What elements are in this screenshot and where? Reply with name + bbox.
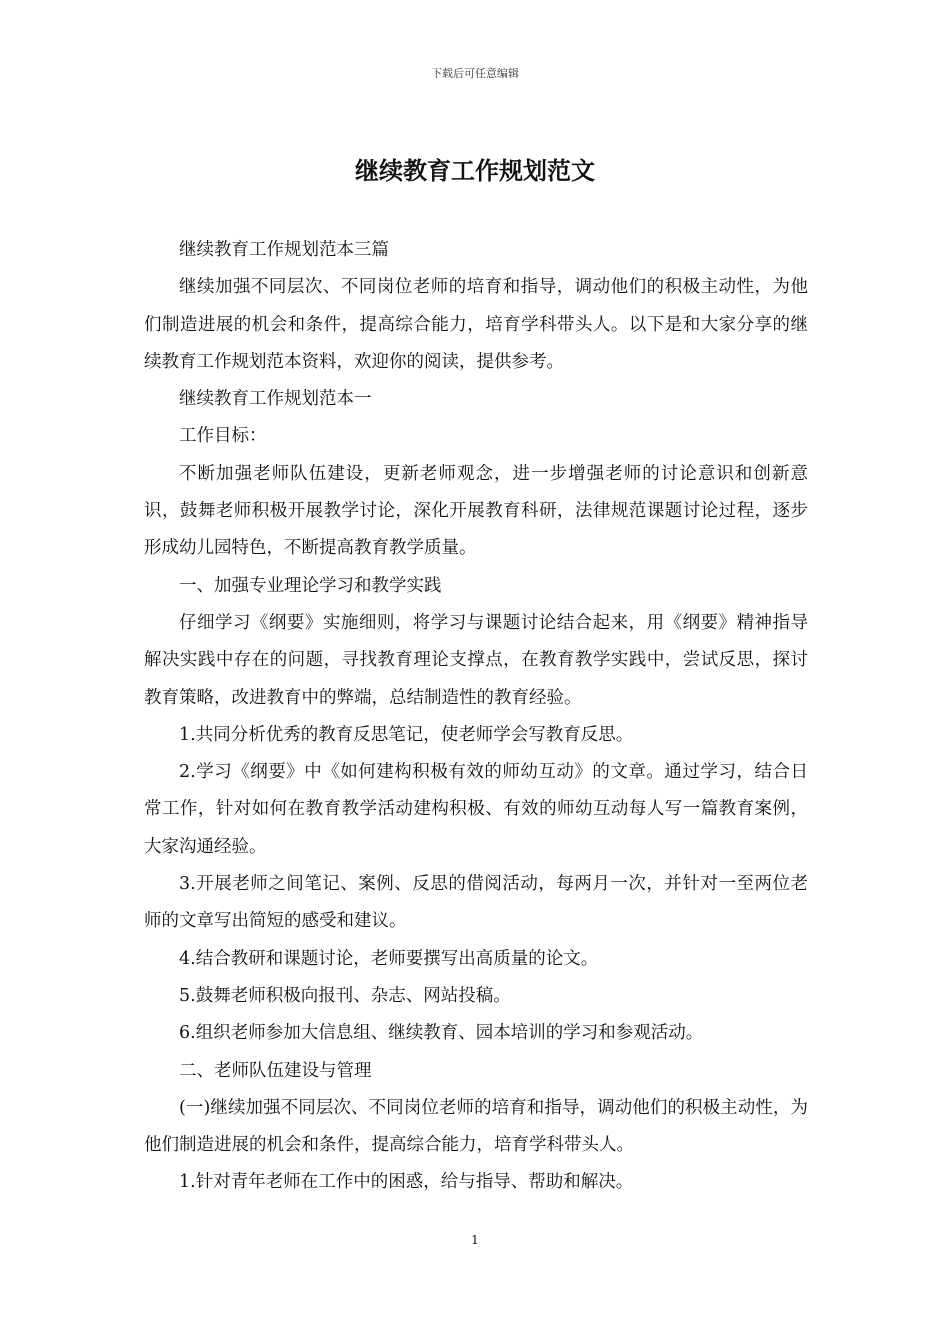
list-item: 1.共同分析优秀的教育反思笔记，使老师学会写教育反思。 [179, 724, 634, 745]
list-item: 2.学习《纲要》中《如何建构积极有效的师幼互动》的文章。通过学习，结合日常工作，针对如何在教育教学活动建构积极、有效的师幼互动每人写一篇教育案例，大家沟通经验。 [144, 762, 808, 857]
list-item: 3.开展老师之间笔记、案例、反思的借阅活动，每两月一次，并针对一至两位老师的文章写出简短的感受和建议。 [144, 874, 808, 932]
paragraph-heading-2: 二、老师队伍建设与管理 [179, 1060, 372, 1081]
paragraph-heading-1: 一、加强专业理论学习和教学实践 [179, 575, 442, 596]
paragraph-goal: 不断加强老师队伍建设，更新老师观念，进一步增强老师的讨论意识和创新意识，鼓舞老师积极开展教学讨论，深化开展教育科研，法律规范课题讨论过程，逐步形成幼儿园特色，不断提高教育教学质量。 [144, 463, 808, 559]
paragraph-intro: 继续加强不同层次、不同岗位老师的培育和指导，调动他们的积极主动性，为他们制造进展的机会和条件，提高综合能力，培育学科带头人。以下是和大家分享的继续教育工作规划范本资料，欢迎你的阅读，提供参考。 [144, 277, 808, 372]
document-title: 继续教育工作规划范文 [355, 157, 595, 185]
paragraph-goal-label: 工作目标： [179, 426, 267, 447]
paragraph-section-heading: 继续教育工作规划范本一 [179, 389, 372, 410]
list-item: 5.鼓舞老师积极向报刊、杂志、网站投稿。 [179, 985, 511, 1006]
list-item: 4.结合教研和课题讨论，老师要撰写出高质量的论文。 [179, 948, 599, 969]
list-item: 6.组织老师参加大信息组、继续教育、园本培训的学习和参观活动。 [179, 1023, 704, 1044]
page-header-note: 下载后可任意编辑 [431, 67, 519, 80]
page-number: 1 [471, 1233, 479, 1247]
paragraph: 仔细学习《纲要》实施细则，将学习与课题讨论结合起来，用《纲要》精神指导解决实践中存在的问题，寻找教育理论支撑点，在教育教学实践中，尝试反思，探讨教育策略，改进教育中的弊端，总结制造性的教育经验。 [144, 612, 808, 708]
list-item: 1.针对青年老师在工作中的困惑，给与指导、帮助和解决。 [179, 1172, 634, 1193]
paragraph: (一)继续加强不同层次、不同岗位老师的培育和指导，调动他们的积极主动性，为他们制造进展的机会和条件，提高综合能力，培育学科带头人。 [144, 1097, 808, 1156]
paragraph-subtitle: 继续教育工作规划范本三篇 [179, 240, 389, 260]
document-body [144, 232, 808, 1202]
